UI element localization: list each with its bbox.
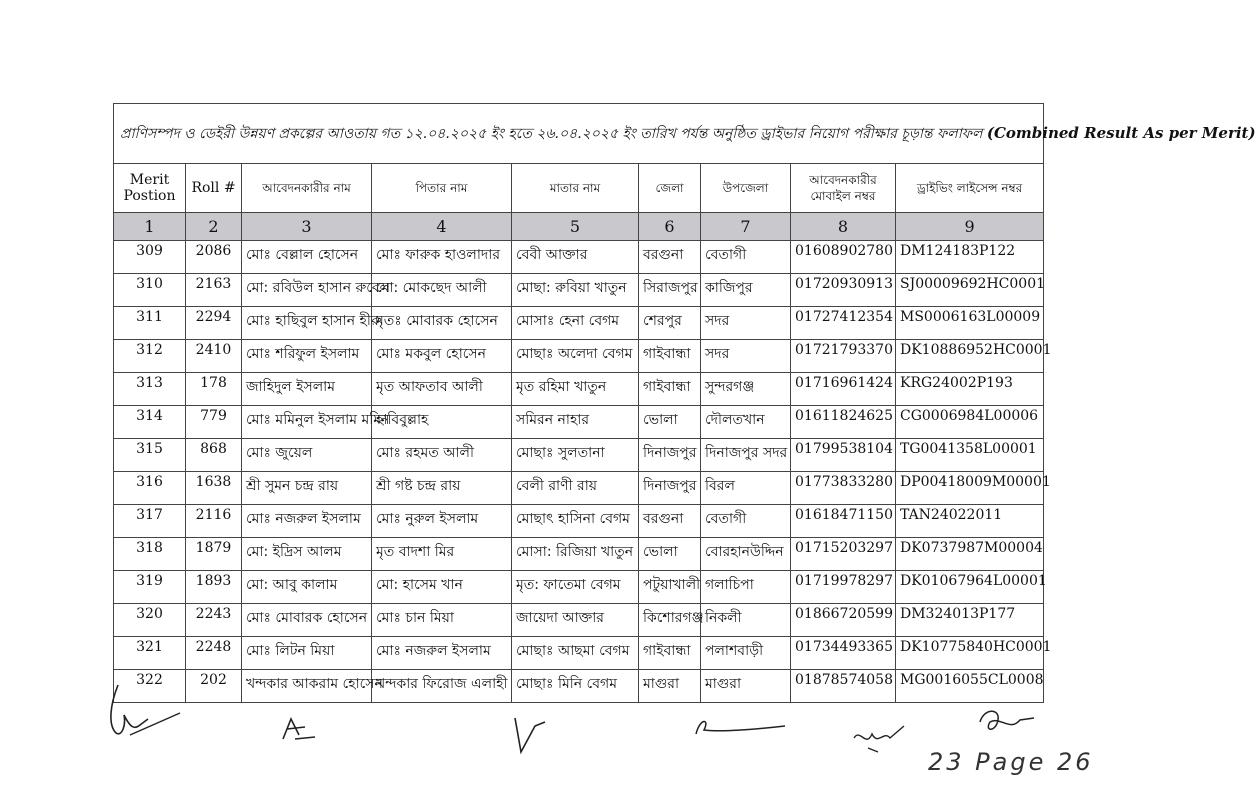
column-number: 9 xyxy=(896,213,1044,241)
cell-applicant-name: মোঃ লিটন মিয়া xyxy=(242,637,372,670)
cell-roll: 2116 xyxy=(186,505,242,538)
cell-license: DK10775840HC0001 xyxy=(896,637,1044,670)
cell-roll: 1879 xyxy=(186,538,242,571)
header-roll: Roll # xyxy=(186,164,242,213)
cell-upazila: সদর xyxy=(701,340,791,373)
cell-mother-name: মৃত রহিমা খাতুন xyxy=(512,373,639,406)
cell-mobile: 01715203297 xyxy=(791,538,896,571)
cell-father-name: মো: মোকছেদ আলী xyxy=(372,274,512,307)
cell-applicant-name: মোঃ জুয়েল xyxy=(242,439,372,472)
cell-district: গাইবান্ধা xyxy=(639,340,701,373)
column-number: 2 xyxy=(186,213,242,241)
cell-upazila: কাজিপুর xyxy=(701,274,791,307)
cell-mobile: 01799538104 xyxy=(791,439,896,472)
cell-mother-name: বেবী আক্তার xyxy=(512,241,639,274)
cell-license: CG0006984L00006 xyxy=(896,406,1044,439)
cell-applicant-name: জাহিদুল ইসলাম xyxy=(242,373,372,406)
cell-father-name: মোঃ নুরুল ইসলাম xyxy=(372,505,512,538)
header-license: ড্রাইভিং লাইসেন্স নম্বর xyxy=(896,164,1044,213)
header-row xyxy=(114,164,1044,213)
cell-roll: 779 xyxy=(186,406,242,439)
cell-mother-name: মোছাৎ হাসিনা বেগম xyxy=(512,505,639,538)
cell-applicant-name: মোঃ নজরুল ইসলাম xyxy=(242,505,372,538)
cell-mobile: 01618471150 xyxy=(791,505,896,538)
cell-merit: 315 xyxy=(114,439,186,472)
cell-father-name: মো: হাসেম খান xyxy=(372,571,512,604)
cell-roll: 868 xyxy=(186,439,242,472)
header-father: পিতার নাম xyxy=(372,164,512,213)
table-row xyxy=(114,340,1044,373)
cell-license: DK10886952HC0001 xyxy=(896,340,1044,373)
cell-mother-name: মোছাঃ মিনি বেগম xyxy=(512,670,639,703)
cell-license: MS0006163L00009 xyxy=(896,307,1044,340)
cell-father-name: শ্রী গষ্ট চন্দ্র রায় xyxy=(372,472,512,505)
title-english: (Combined Result As per Merit) xyxy=(986,124,1256,142)
column-number: 3 xyxy=(242,213,372,241)
cell-applicant-name: মোঃ শরিফুল ইসলাম xyxy=(242,340,372,373)
cell-license: DK01067964L00001 xyxy=(896,571,1044,604)
signature-6 xyxy=(970,702,1040,747)
header-mother: মাতার নাম xyxy=(512,164,639,213)
header-name: আবেদনকারীর নাম xyxy=(242,164,372,213)
cell-license: DM124183P122 xyxy=(896,241,1044,274)
cell-district: ভোলা xyxy=(639,538,701,571)
cell-merit: 317 xyxy=(114,505,186,538)
cell-district: গাইবান্ধা xyxy=(639,637,701,670)
cell-license: TAN24022011 xyxy=(896,505,1044,538)
cell-roll: 2243 xyxy=(186,604,242,637)
cell-district: ভোলা xyxy=(639,406,701,439)
table-title xyxy=(114,104,1256,164)
cell-mother-name: জায়েদা আক্তার xyxy=(512,604,639,637)
cell-upazila: বেতাগী xyxy=(701,505,791,538)
header-merit: Merit Postion xyxy=(114,164,186,213)
cell-upazila: পলাশবাড়ী xyxy=(701,637,791,670)
cell-license: TG0041358L00001 xyxy=(896,439,1044,472)
cell-district: দিনাজপুর xyxy=(639,439,701,472)
cell-merit: 311 xyxy=(114,307,186,340)
cell-upazila: নিকলী xyxy=(701,604,791,637)
column-number: 7 xyxy=(701,213,791,241)
signature-1 xyxy=(100,675,190,745)
cell-mobile: 01866720599 xyxy=(791,604,896,637)
header-mobile: আবেদনকারীর মোবাইল নম্বর xyxy=(791,164,896,213)
cell-upazila: বিরল xyxy=(701,472,791,505)
table-row xyxy=(114,571,1044,604)
cell-district: সিরাজপুর xyxy=(639,274,701,307)
cell-mother-name: মৃত: ফাতেমা বেগম xyxy=(512,571,639,604)
cell-merit: 322 xyxy=(114,670,186,703)
cell-applicant-name: মো: রবিউল হাসান রুবেল xyxy=(242,274,372,307)
cell-merit: 309 xyxy=(114,241,186,274)
cell-mother-name: মোছাঃ সুলতানা xyxy=(512,439,639,472)
table-row xyxy=(114,307,1044,340)
table-row xyxy=(114,439,1044,472)
cell-mobile: 01734493365 xyxy=(791,637,896,670)
cell-merit: 319 xyxy=(114,571,186,604)
cell-applicant-name: শ্রী সুমন চন্দ্র রায় xyxy=(242,472,372,505)
cell-mother-name: মোছাঃ আছমা বেগম xyxy=(512,637,639,670)
cell-license: DM324013P177 xyxy=(896,604,1044,637)
cell-applicant-name: মোঃ বেল্লাল হোসেন xyxy=(242,241,372,274)
cell-roll: 1638 xyxy=(186,472,242,505)
cell-license: DK0737987M00004 xyxy=(896,538,1044,571)
cell-father-name: মোঃ ফারুক হাওলাদার xyxy=(372,241,512,274)
cell-father-name: মৃত বাদশা মির xyxy=(372,538,512,571)
cell-applicant-name: মো: ইদ্রিস আলম xyxy=(242,538,372,571)
cell-roll: 2294 xyxy=(186,307,242,340)
result-table xyxy=(113,103,1256,703)
cell-applicant-name: মোঃ হাছিবুল হাসান হীরু xyxy=(242,307,372,340)
cell-mother-name: সমিরন নাহার xyxy=(512,406,639,439)
header-upazila: উপজেলা xyxy=(701,164,791,213)
cell-merit: 318 xyxy=(114,538,186,571)
cell-mobile: 01721793370 xyxy=(791,340,896,373)
title-bangla: প্রাণিসম্পদ ও ডেইরী উন্নয়ণ প্রকল্পের আওতায় গত ১২.০৪.২০২৫ ইং হতে ২৬.০৪.২০২৫ ইং তারিখ পর্যন্ত অনুষ্ঠিত ড্রাইভার নিয়োগ পরীক্ষার চূড়ান্ত ফলাফল xyxy=(120,126,983,142)
cell-mobile: 01719978297 xyxy=(791,571,896,604)
cell-district: পটুয়াখালী xyxy=(639,571,701,604)
table-row xyxy=(114,472,1044,505)
cell-upazila: গলাচিপা xyxy=(701,571,791,604)
cell-merit: 320 xyxy=(114,604,186,637)
cell-mobile: 01773833280 xyxy=(791,472,896,505)
cell-father-name: খন্দকার ফিরোজ এলাহী xyxy=(372,670,512,703)
cell-applicant-name: মোঃ মমিনুল ইসলাম মমিন xyxy=(242,406,372,439)
column-number: 4 xyxy=(372,213,512,241)
cell-mother-name: মোছাঃ অলেদা বেগম xyxy=(512,340,639,373)
cell-merit: 312 xyxy=(114,340,186,373)
cell-merit: 310 xyxy=(114,274,186,307)
cell-father-name: মোঃ চান মিয়া xyxy=(372,604,512,637)
cell-roll: 202 xyxy=(186,670,242,703)
column-number: 8 xyxy=(791,213,896,241)
column-number-row xyxy=(114,213,1044,241)
cell-district: গাইবান্ধা xyxy=(639,373,701,406)
table-body xyxy=(114,241,1052,703)
cell-merit: 313 xyxy=(114,373,186,406)
cell-district: বরগুনা xyxy=(639,505,701,538)
cell-upazila: বেতাগী xyxy=(701,241,791,274)
table-row xyxy=(114,538,1044,571)
column-number: 1 xyxy=(114,213,186,241)
cell-license: SJ00009692HC0001 xyxy=(896,274,1044,307)
cell-district: মাগুরা xyxy=(639,670,701,703)
cell-mother-name: মোছা: রুবিয়া খাতুন xyxy=(512,274,639,307)
cell-license: DP00418009M00001 xyxy=(896,472,1044,505)
cell-merit: 321 xyxy=(114,637,186,670)
cell-mobile: 01878574058 xyxy=(791,670,896,703)
cell-license: MG0016055CL0008 xyxy=(896,670,1044,703)
cell-mobile: 01608902780 xyxy=(791,241,896,274)
cell-district: কিশোরগঞ্জ xyxy=(639,604,701,637)
table-row xyxy=(114,604,1044,637)
cell-father-name: মৃতঃ মোবারক হোসেন xyxy=(372,307,512,340)
header-district: জেলা xyxy=(639,164,701,213)
signature-3 xyxy=(505,712,555,757)
cell-mother-name: মোসা: রিজিয়া খাতুন xyxy=(512,538,639,571)
table-row xyxy=(114,373,1044,406)
table-row xyxy=(114,274,1044,307)
signature-2 xyxy=(275,715,325,745)
cell-upazila: সুন্দরগঞ্জ xyxy=(701,373,791,406)
table-row xyxy=(114,670,1044,703)
cell-father-name: মোঃ নজরুল ইসলাম xyxy=(372,637,512,670)
cell-merit: 316 xyxy=(114,472,186,505)
cell-father-name: মোঃ রহমত আলী xyxy=(372,439,512,472)
cell-license: KRG24002P193 xyxy=(896,373,1044,406)
handwritten-page-note: 23 Page 26 xyxy=(928,748,1094,776)
cell-mobile: 01716961424 xyxy=(791,373,896,406)
cell-applicant-name: মোঃ মোবারক হোসেন xyxy=(242,604,372,637)
signature-4 xyxy=(690,712,790,742)
cell-mobile: 01720930913 xyxy=(791,274,896,307)
cell-upazila: দৌলতখান xyxy=(701,406,791,439)
cell-mother-name: মোসাঃ হেনা বেগম xyxy=(512,307,639,340)
cell-roll: 178 xyxy=(186,373,242,406)
table-row xyxy=(114,637,1044,670)
cell-upazila: সদর xyxy=(701,307,791,340)
cell-mobile: 01727412354 xyxy=(791,307,896,340)
cell-father-name: মোঃ মকবুল হোসেন xyxy=(372,340,512,373)
table-row xyxy=(114,406,1044,439)
table-row xyxy=(114,505,1044,538)
result-sheet xyxy=(113,103,1256,703)
table-row xyxy=(114,241,1044,274)
column-number: 5 xyxy=(512,213,639,241)
cell-applicant-name: খন্দকার আকরাম হোসেন xyxy=(242,670,372,703)
cell-mobile: 01611824625 xyxy=(791,406,896,439)
cell-upazila: দিনাজপুর সদর xyxy=(701,439,791,472)
cell-father-name: মৃত আফতাব আলী xyxy=(372,373,512,406)
cell-roll: 2410 xyxy=(186,340,242,373)
cell-district: দিনাজপুর xyxy=(639,472,701,505)
cell-roll: 1893 xyxy=(186,571,242,604)
cell-father-name: হাবিবুল্লাহ xyxy=(372,406,512,439)
cell-applicant-name: মো: আবু কালাম xyxy=(242,571,372,604)
cell-district: শেরপুর xyxy=(639,307,701,340)
column-number: 6 xyxy=(639,213,701,241)
cell-roll: 2163 xyxy=(186,274,242,307)
cell-roll: 2086 xyxy=(186,241,242,274)
cell-district: বরগুনা xyxy=(639,241,701,274)
cell-roll: 2248 xyxy=(186,637,242,670)
signature-5 xyxy=(848,718,908,754)
cell-upazila: বোরহানউদ্দিন xyxy=(701,538,791,571)
cell-upazila: মাগুরা xyxy=(701,670,791,703)
cell-mother-name: বেলী রাণী রায় xyxy=(512,472,639,505)
cell-merit: 314 xyxy=(114,406,186,439)
